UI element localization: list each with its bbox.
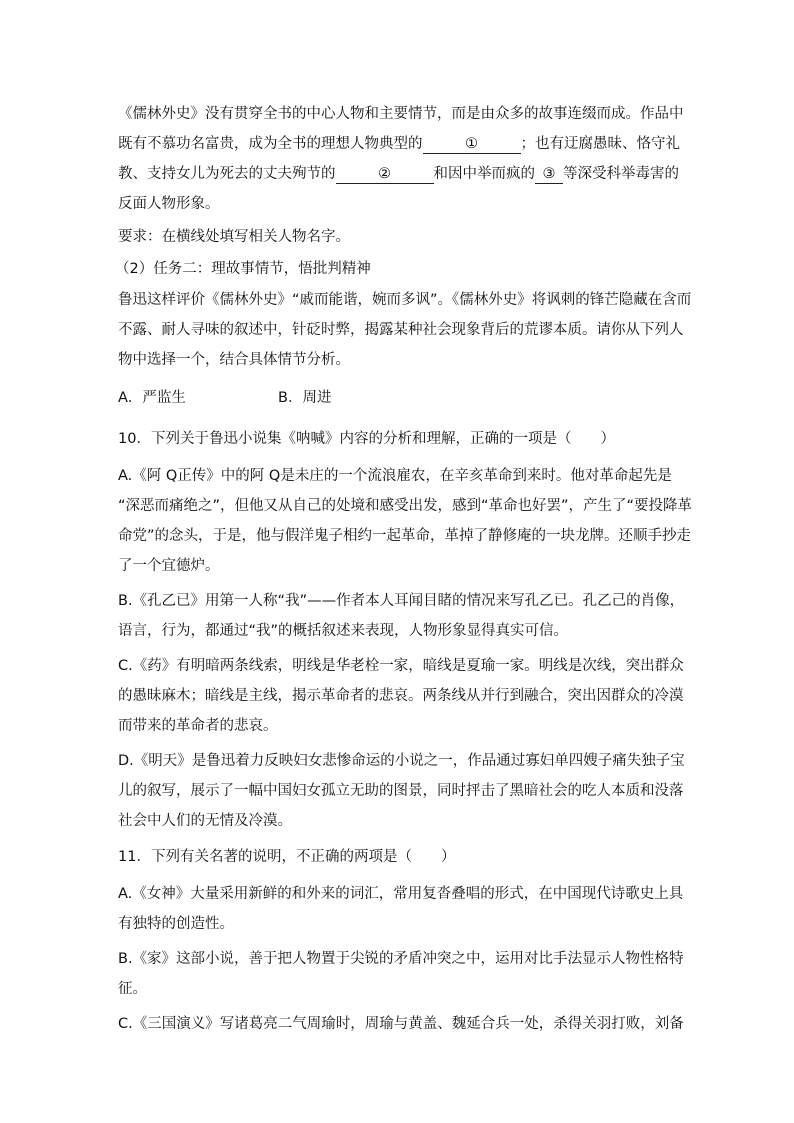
passage-line xyxy=(118,134,680,154)
passage-text: 既有不慕功名富贵，成为全书的理想人物典型的 xyxy=(118,136,423,152)
option-a[interactable]: A．严监生 xyxy=(118,390,186,406)
q11-option-c[interactable]: C.《三国演义》写诸葛亮二气周瑜时，周瑜与黄盖、魏延合兵一处，杀得关羽打败，刘备 xyxy=(118,1016,684,1032)
passage-text: 和因中举而疯的 xyxy=(433,166,535,182)
q11-option-b-cont: 征。 xyxy=(118,981,147,997)
q10-option-b-cont: 语言，行为，都通过“我”的概括叙述来表现，人物形象显得真实可信。 xyxy=(118,623,569,639)
passage-text: 等深受科举毒害的 xyxy=(563,166,679,182)
q10-option-a-cont: 了一个宜德炉。 xyxy=(118,558,220,574)
passage-line xyxy=(118,164,679,184)
question-11-stem: 11．下列有关名著的说明，不正确的两项是（ ） xyxy=(118,849,456,865)
q10-option-b[interactable]: B.《孔乙已》用第一人称“我”——作者本人耳闻目睹的情况来写孔乙已。孔乙己的肖像， xyxy=(118,593,685,609)
task2-line: 鲁迅这样评价《儒林外史》“戚而能谐，婉而多讽”。《儒林外史》将讽刺的锋芒隐藏在含而 xyxy=(118,292,692,308)
q11-option-b[interactable]: B.《家》这部小说，善于把人物置于尖锐的矛盾冲突之中，运用对比手法显示人物性格特 xyxy=(118,951,684,967)
option-b[interactable]: B．周进 xyxy=(278,390,332,406)
q10-option-a-cont: “深恶而痛绝之”，但他又从自己的处境和感受出发，感到“革命也好罢”，产生了“要投降革 xyxy=(118,498,693,514)
task2-line: 不露、耐人寻味的叙述中，针砭时弊，揭露某种社会现象背后的荒谬本质。请你从下列人 xyxy=(118,322,684,338)
q10-option-d-cont: 儿的叙写，展示了一幅中国妇女孤立无助的图景，同时抨击了黑暗社会的吃人本质和没落 xyxy=(118,783,684,799)
q10-option-d[interactable]: D.《明天》是鲁迅着力反映妇女悲惨命运的小说之一，作品通过寡妇单四嫂子痛失独子宝 xyxy=(118,753,685,769)
question-10-stem: 10．下列关于鲁迅小说集《呐喊》内容的分析和理解，正确的一项是（ ） xyxy=(118,431,615,447)
answer-blank-1[interactable]: ① xyxy=(423,135,521,154)
passage-line: 反面人物形象。 xyxy=(118,196,220,212)
q11-option-a-cont: 有独特的创造性。 xyxy=(118,916,234,932)
requirement-text: 要求：在横线处填写相关人物名字。 xyxy=(118,229,350,245)
q10-option-c-cont: 的愚昧麻木；暗线是主线，揭示革命者的悲哀。两条线从并行到融合，突出因群众的冷漠 xyxy=(118,688,684,704)
passage-line: 《儒林外史》没有贯穿全书的中心人物和主要情节，而是由众多的故事连缀而成。作品中 xyxy=(118,106,684,122)
q10-option-c-cont: 而带来的革命者的悲哀。 xyxy=(118,718,278,734)
q10-option-d-cont: 社会中人们的无情及冷漠。 xyxy=(118,813,292,829)
passage-text: ；也有迂腐愚昧、恪守礼 xyxy=(520,136,680,152)
answer-blank-2[interactable]: ② xyxy=(336,165,434,184)
answer-blank-3[interactable]: ③ xyxy=(535,165,563,184)
q11-option-a[interactable]: A.《女神》大量采用新鲜的和外来的词汇，常用复沓叠唱的形式，在中国现代诗歌史上具 xyxy=(118,886,684,902)
task2-line: 物中选择一个，结合具体情节分析。 xyxy=(118,352,350,368)
task2-heading: （2）任务二：理故事情节，悟批判精神 xyxy=(115,261,371,277)
q10-option-a-cont: 命党”的念头，于是，他与假洋鬼子相约一起革命，革掉了静修庵的一块龙牌。还顺手抄走 xyxy=(118,528,692,544)
passage-text: 教、支持女儿为死去的丈夫殉节的 xyxy=(118,166,336,182)
q10-option-c[interactable]: C.《药》有明暗两条线索，明线是华老栓一家，暗线是夏瑜一家。明线是次线，突出群众 xyxy=(118,658,684,674)
q10-option-a[interactable]: A.《阿 Q正传》中的阿 Q是未庄的一个流浪雇农，在辛亥革命到来时。他对革命起先是 xyxy=(118,468,672,484)
